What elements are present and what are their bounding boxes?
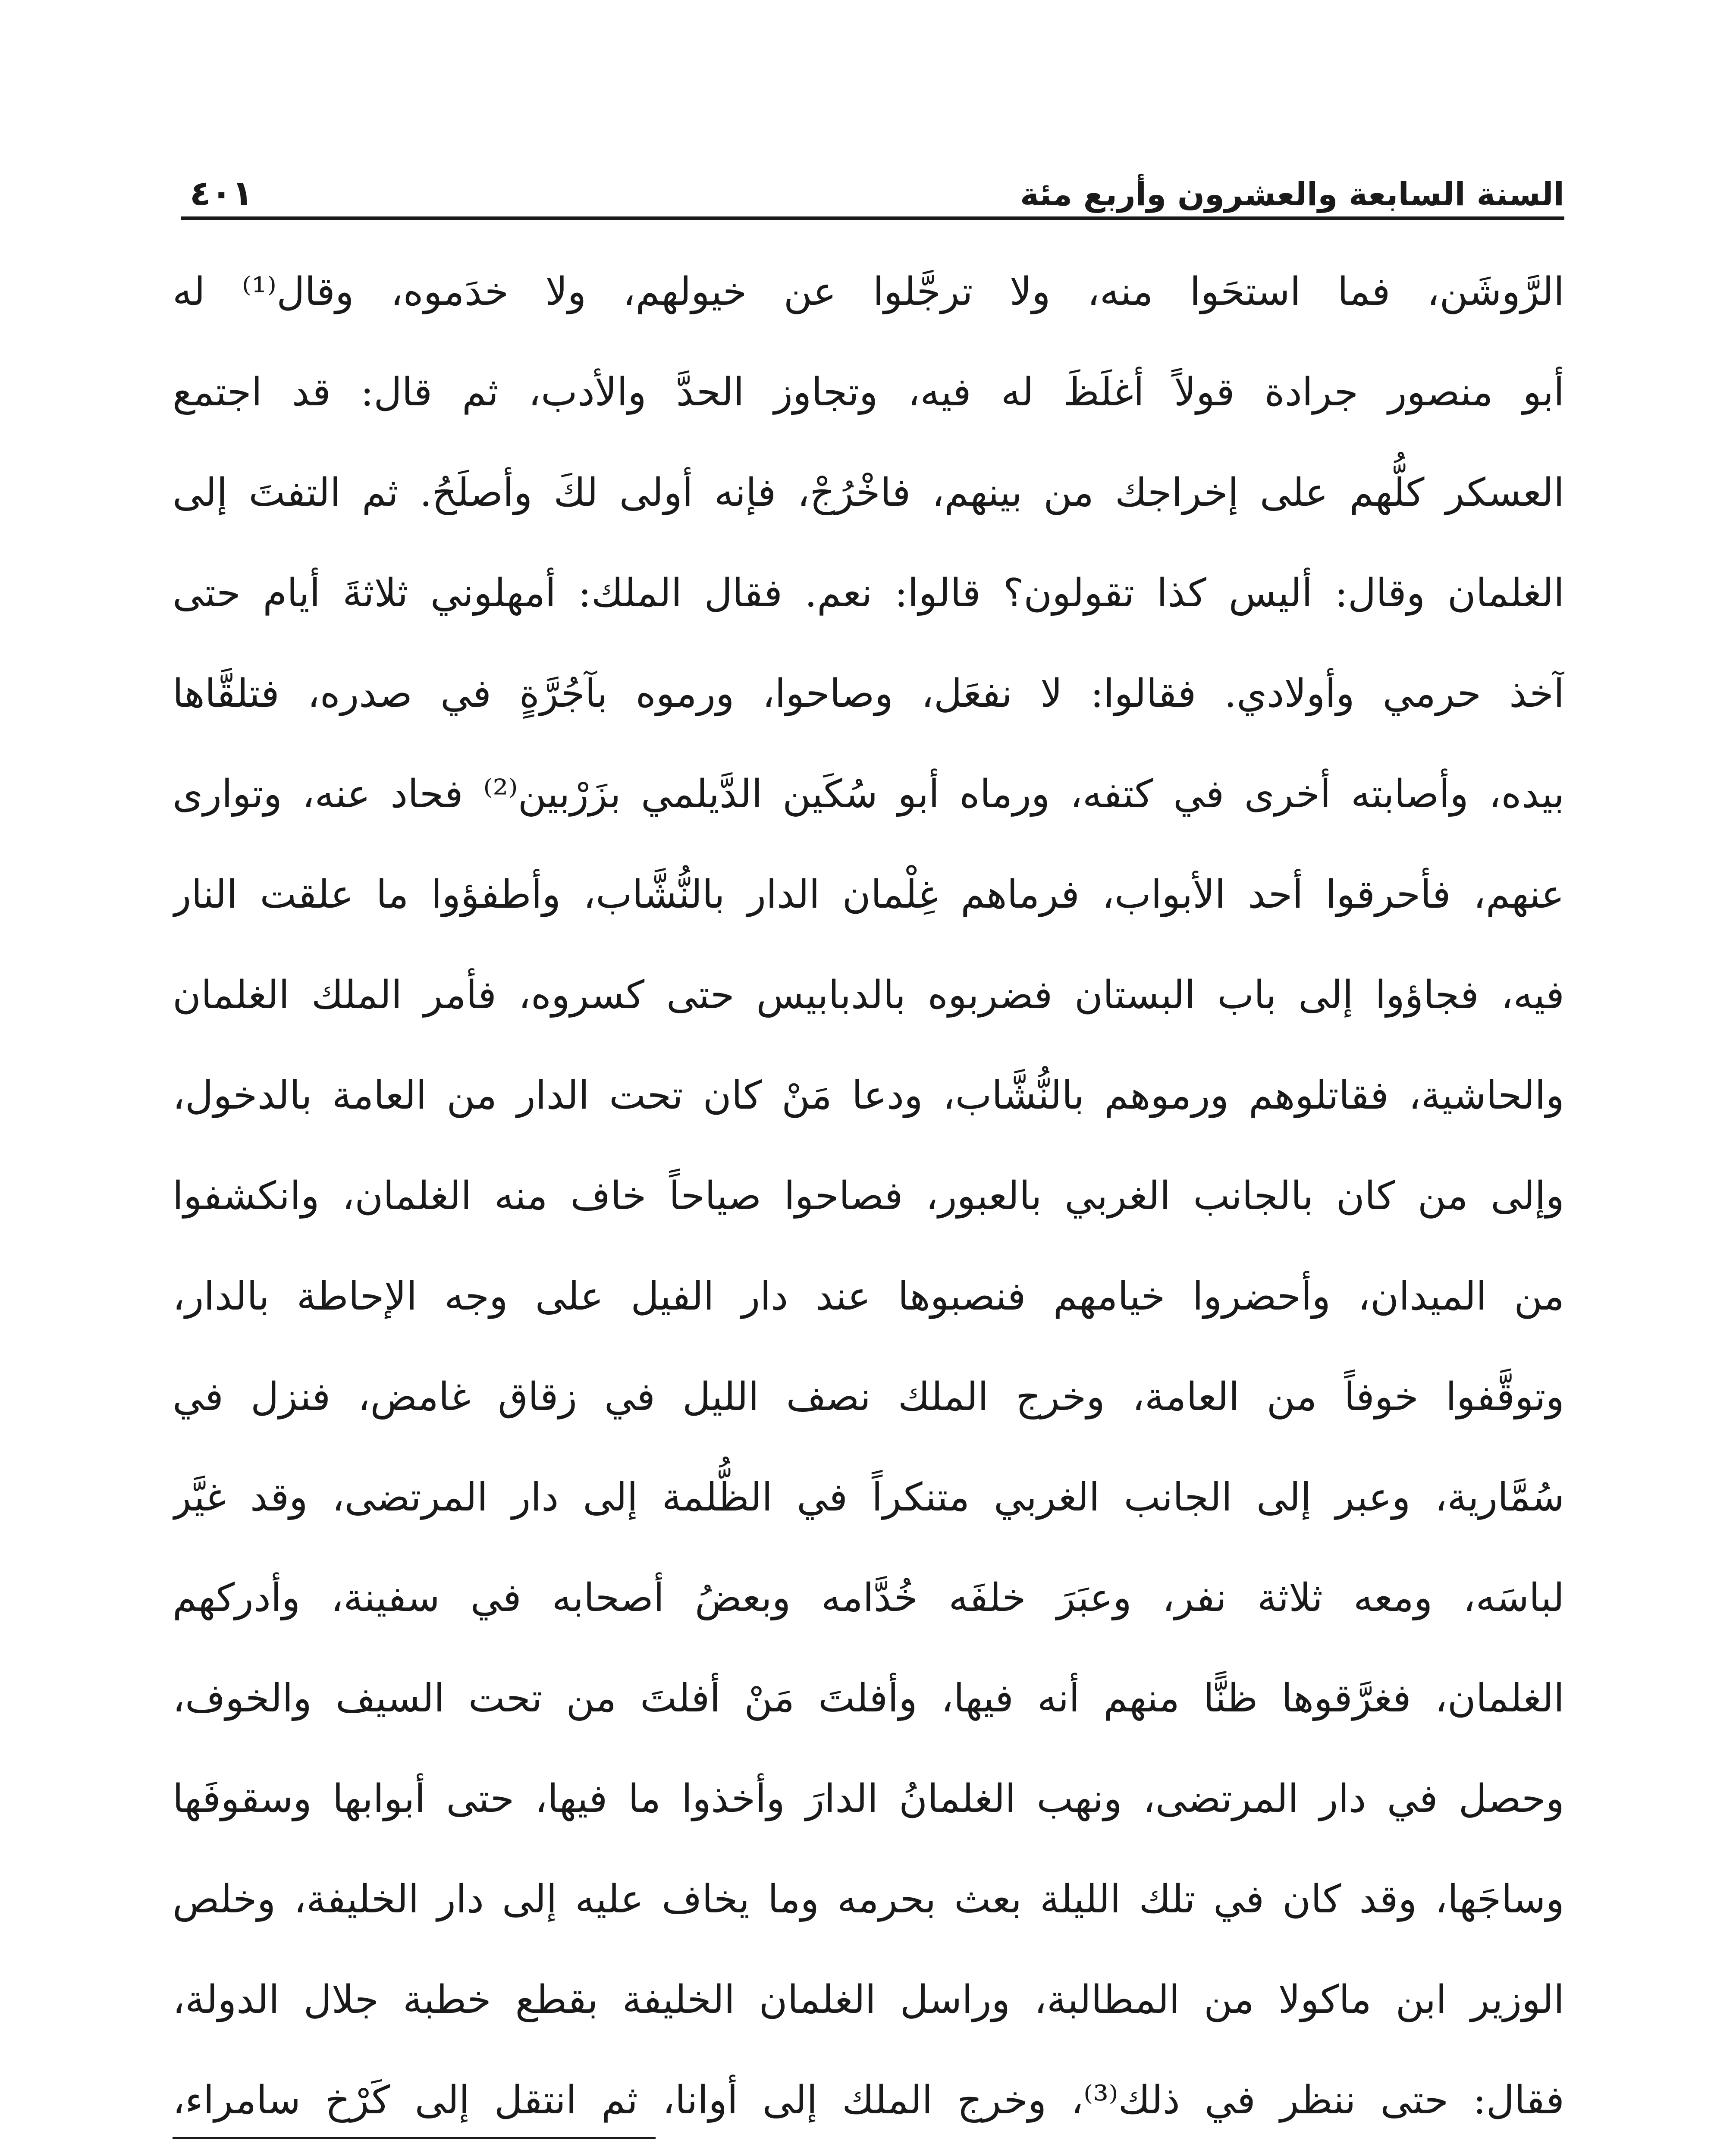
body-line: الوزير ابن ماكولا من المطالبة، وراسل الغلمان الخليفة بقطع خطبة جلال الدولة،	[173, 1977, 1564, 2022]
body-line: وساجَها، وقد كان في تلك الليلة بعث بحرمه وما يخاف عليه إلى دار الخليفة، وخلص	[173, 1877, 1564, 1922]
footnote-separator	[173, 2137, 656, 2139]
body-line: آخذ حرمي وأولادي. فقالوا: لا نفعَل، وصاحوا، ورموه بآجُرَّةٍ في صدره، فتلقَّاها	[173, 671, 1564, 716]
body-line	[173, 2150, 1564, 2156]
body-line: لباسَه، ومعه ثلاثة نفر، وعبَرَ خلفَه خُدَّامه وبعضُ أصحابه في سفينة، وأدركهم	[173, 1575, 1564, 1620]
page-title: السنة السابعة والعشرون وأربع مئة	[1020, 176, 1564, 213]
body-line: الغلمان، فغرَّقوها ظنًّا منهم أنه فيها، وأفلتَ مَنْ أفلتَ من تحت السيف والخوف،	[173, 1676, 1564, 1721]
body-text	[173, 241, 1564, 2156]
body-line: وحصل في دار المرتضى، ونهب الغلمانُ الدارَ وأخذوا ما فيها، حتى أبوابها وسقوفَها	[173, 1776, 1564, 1821]
body-line: وتوقَّفوا خوفاً من العامة، وخرج الملك نصف الليل في زقاق غامض، فنزل في	[173, 1374, 1564, 1420]
body-line: وإلى من كان بالجانب الغربي بالعبور، فصاحوا صياحاً خاف منه الغلمان، وانكشفوا	[173, 1173, 1564, 1219]
body-line: أبو منصور جرادة قولاً أغلَظَ له فيه، وتجاوز الحدَّ والأدب، ثم قال: قد اجتمع	[173, 370, 1564, 415]
body-line: عنهم، فأحرقوا أحد الأبواب، فرماهم غِلْمان الدار بالنُّشَّاب، وأطفؤوا ما علقت النار	[173, 872, 1564, 917]
body-line: بيده، وأصابته أخرى في كتفه، ورماه أبو سُكَين الدَّيلمي بزَرْبين⁽²⁾ فحاد عنه، وتوارى	[173, 771, 1564, 817]
body-line: فيه، فجاؤوا إلى باب البستان فضربوه بالدبابيس حتى كسروه، فأمر الملك الغلمان	[173, 972, 1564, 1018]
body-line: الرَّوشَن، فما استحَوا منه، ولا ترجَّلوا عن خيولهم، ولا خدَموه، وقال⁽¹⁾ له	[173, 269, 1564, 314]
body-line: فقال: حتى ننظر في ذلك⁽³⁾، وخرج الملك إلى أوانا، ثم انتقل إلى كَرْخ سامراء،	[173, 2078, 1564, 2123]
page-number: ٤٠١	[190, 173, 253, 213]
body-line: سُمَّارية، وعبر إلى الجانب الغربي متنكراً في الظُّلمة إلى دار المرتضى، وقد غيَّر	[173, 1475, 1564, 1520]
body-line: العسكر كلُّهم على إخراجك من بينهم، فاخْرُجْ، فإنه أولى لكَ وأصلَحُ. ثم التفتَ إلى	[173, 470, 1564, 515]
body-line: الغلمان وقال: أليس كذا تقولون؟ قالوا: نعم. فقال الملك: أمهلوني ثلاثةَ أيام حتى	[173, 570, 1564, 616]
header-rule	[181, 216, 1564, 220]
running-header	[181, 155, 1564, 220]
body-line: من الميدان، وأحضروا خيامهم فنصبوها عند دار الفيل على وجه الإحاطة بالدار،	[173, 1274, 1564, 1319]
body-line: والحاشية، فقاتلوهم ورموهم بالنُّشَّاب، ودعا مَنْ كان تحت الدار من العامة بالدخول،	[173, 1073, 1564, 1118]
